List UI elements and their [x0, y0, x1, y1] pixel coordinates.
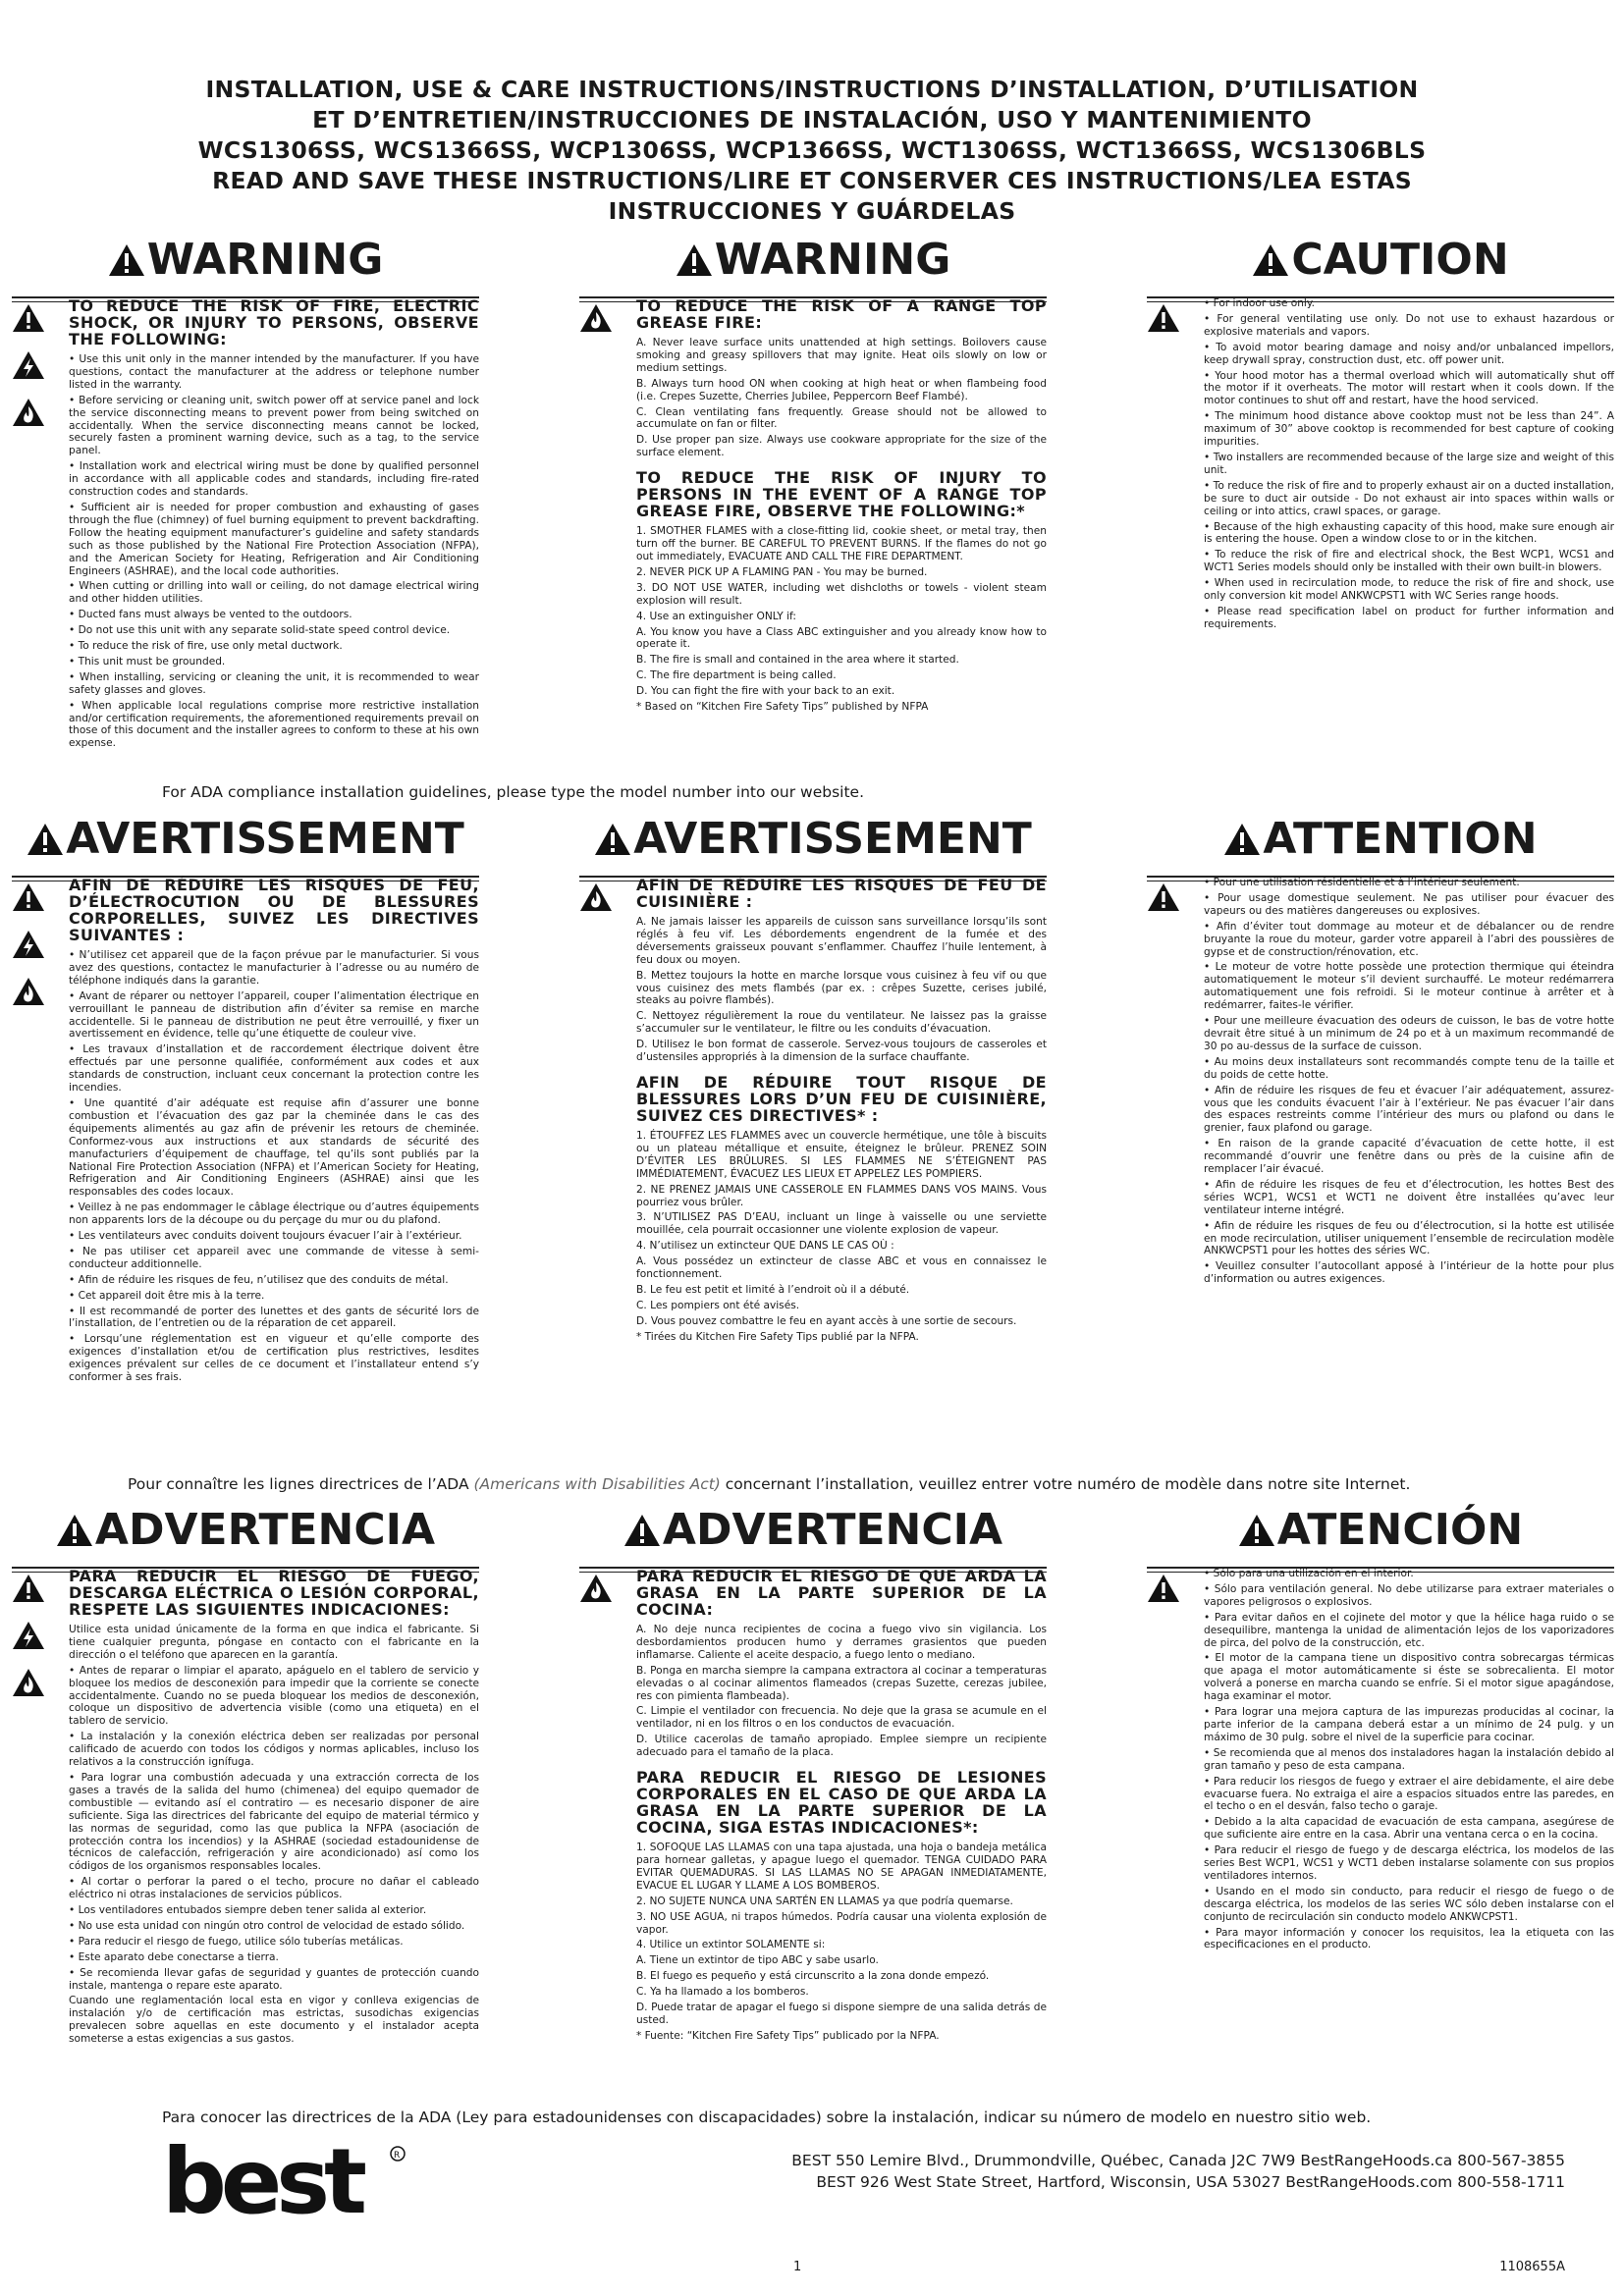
instruction-paragraph: • Les travaux d’installation et de raccordement électrique doivent être effectués par une personne qualifiée, conformément aux codes et aux standards de construction, incluant ceux concernant la protection contre les incendies. [69, 1043, 479, 1095]
instruction-paragraph: 3. NO USE AGUA, ni trapos húmedos. Podría causar una violenta explosión de vapor. [636, 1910, 1047, 1936]
spanish-warning-column [12, 1568, 479, 2103]
instruction-paragraph: * Based on “Kitchen Fire Safety Tips” published by NFPA [636, 701, 929, 714]
instruction-paragraph: A. No deje nunca recipientes de cocina a fuego vivo sin vigilancia. Los desbordamientos producen humo y derrames grasientos que pueden inflamarse. Caliente el aceite despacio, a fuego lento o mediano. [636, 1624, 1047, 1661]
advertencia-header-label: ADVERTENCIA [662, 1505, 1003, 1555]
instruction-paragraph: • Veillez à ne pas endommager le câblage électrique ou d’autres équipements non apparents lors de la découpe ou du perçage du mur ou du plafond. [69, 1201, 479, 1227]
warning-triangle-icon [594, 823, 631, 856]
instruction-paragraph: D. Utilice cacerolas de tamaño apropiado. Emplee siempre un recipiente adecuado para el tamaño de la placa. [636, 1734, 1047, 1759]
instruction-paragraph: 2. NEVER PICK UP A FLAMING PAN - You may be burned. [636, 565, 928, 578]
instruction-paragraph: • Afin de réduire les risques de feu et évacuer l’air adéquatement, assurez-vous que les conduits évacuent l’air à l’extérieur. Ne pas évacuer l’air dans des espaces restreints comme l’intérieur des murs ou plafond ou dans le grenier, faux plafond ou garage. [1204, 1084, 1614, 1135]
instruction-paragraph: • Para mayor información y conocer los requisitos, lea la etiqueta con las especificaciones en el producto. [1204, 1926, 1614, 1951]
warning-header-label: WARNING [146, 235, 384, 285]
instruction-paragraph: • Avant de réparer ou nettoyer l’appareil, couper l’alimentation électrique en verrouillant le panneau de distribution afin d’éviter sa remise en marche accidentelle. Si le panneau de distribution ne peut être verrouillé, y fixer un avertissement en évidence, telle qu’une étiquette de couleur vive. [69, 989, 479, 1041]
instruction-paragraph: A. Tiene un extintor de tipo ABC y sabe usarlo. [636, 1954, 879, 1967]
address-canada: BEST 550 Lemire Blvd., Drummondville, Québec, Canada J2C 7W9 BestRangeHoods.ca 800-567-3855 [791, 2152, 1565, 2169]
fire-icon [579, 882, 613, 912]
atencion-header-label: ATENCIÓN [1276, 1505, 1524, 1555]
instruction-paragraph: A. Ne jamais laisser les appareils de cuisson sans surveillance lorsqu’ils sont réglés à feu vif. Les débordements engendrent de la fumée et des déversements graisseux pouvant s’enflammer. Chauffez l’huile lentement, à feu doux ou moyen. [636, 916, 1047, 966]
french-grease-column [579, 877, 1047, 1475]
fire-icon [12, 1668, 45, 1697]
instruction-paragraph: D. You can fight the fire with your back to an exit. [636, 685, 895, 698]
instruction-paragraph: • Afin de réduire les risques de feu ou d’électrocution, si la hotte est utilisée en mode recirculation, utiliser uniquement l’ensemble de recirculation modèle ANKWCPST1 pour les hottes des séries WC. [1204, 1219, 1614, 1257]
instruction-paragraph: • For indoor use only. [1204, 297, 1315, 309]
section-heading: TO REDUCE THE RISK OF INJURY TO PERSONS IN THE EVENT OF A RANGE TOP GREASE FIRE, OBSERVE THE FOLLOWING:* [636, 468, 1047, 521]
instruction-paragraph: • Al cortar o perforar la pared o el techo, procure no dañar el cableado eléctrico ni otras instalaciones de servicios públicos. [69, 1876, 479, 1901]
caution-icon [12, 882, 45, 912]
instruction-paragraph: • Une quantité d’air adéquate est requise afin d’assurer une bonne combustion et l’évacuation des gaz par la cheminée dans le cas des équipements alimentés au gaz afin de prévenir les retours de cheminée. Conformez-vous aux instructions et aux standards de sécurité des manufacturiers d’équipement de chauffage, tel qu’ils sont publiés par la National Fire Protection Association (NFPA) et l’American Society for Heating, Refrigeration and Air Conditioning Engineers (ASHRAE) ainsi que les responsables des codes locaux. [69, 1096, 479, 1199]
instruction-paragraph: • Sólo para una utilización en el interior. [1204, 1568, 1414, 1579]
electric-shock-icon [12, 350, 45, 380]
instruction-paragraph: C. Limpie el ventilador con frecuencia. No deje que la grasa se acumule en el ventilador, ni en los filtros o en los conductos de evacuación. [636, 1705, 1047, 1731]
company-addresses [791, 2150, 1565, 2193]
instruction-paragraph: • To reduce the risk of fire and to properly exhaust air on a ducted installation, be sure to duct air outside - Do not exhaust air into spaces within walls or ceiling or into attics, crawl spaces, or garage. [1204, 479, 1614, 517]
instruction-paragraph: • To reduce the risk of fire, use only metal ductwork. [69, 640, 343, 653]
instruction-paragraph: • Cet appareil doit être mis à la terre. [69, 1289, 265, 1302]
instruction-paragraph: • Para evitar daños en el cojinete del motor y que la hélice haga ruido o se desequilibre, mantenga la unidad de alimentación lejos de los vaporizadores de pirca, del polvo de la construcción, etc. [1204, 1611, 1614, 1649]
instruction-paragraph: • Ne pas utiliser cet appareil avec une commande de vitesse à semi-conducteur additionnelle. [69, 1245, 479, 1270]
instruction-paragraph: B. El fuego es pequeño y está circunscrito a la zona donde empezó. [636, 1970, 990, 1983]
address-usa: BEST 926 West State Street, Hartford, Wisconsin, USA 53027 BestRangeHoods.com 800-558-1711 [816, 2173, 1565, 2191]
instruction-paragraph: • Lorsqu’une réglementation est en vigueur et qu’elle comporte des exigences d’installation et/ou de certification plus restrictives, lesdites exigences prévalent sur celles de ce document et l’installateur entend s’y conformer à ses frais. [69, 1333, 479, 1384]
instruction-paragraph: • For general ventilating use only. Do not use to exhaust hazardous or explosive materials and vapors. [1204, 312, 1614, 338]
instruction-paragraph: • To reduce the risk of fire and electrical shock, the Best WCP1, WCS1 and WCT1 Series models should only be installed with their own built-in blowers. [1204, 549, 1614, 574]
instruction-paragraph: C. The fire department is being called. [636, 669, 837, 682]
document-title [59, 75, 1565, 227]
instruction-paragraph: 3. N’UTILISEZ PAS D’EAU, incluant un linge à vaisselle ou une serviette mouillée, cela pourrait occasionner une violente explosion de vapeur. [636, 1211, 1047, 1237]
instruction-paragraph: • Afin de réduire les risques de feu, n’utilisez que des conduits de métal. [69, 1273, 449, 1286]
instruction-paragraph: • Do not use this unit with any separate solid-state speed control device. [69, 624, 451, 637]
ada-note-spanish: Para conocer las directrices de la ADA (Ley para estadounidenses con discapacidades) sobre la instalación, indicar su número de modelo en nuestro sitio web. [162, 2109, 1372, 2126]
fire-icon [12, 398, 45, 427]
instruction-paragraph: • Sufficient air is needed for proper combustion and exhausting of gases through the flue (chimney) of fuel burning equipment to prevent backdrafting. Follow the heating equipment manufacturer’s guideline and safety standards such as those published by the National Fire Protection Association (NFPA), and the American Society for Heating, Refrigeration and Air Conditioning Engineers (ASHRAE), and the local code authorities. [69, 501, 479, 577]
section-heading: PARA REDUCIR EL RIESGO DE QUE ARDA LA GRASA EN LA PARTE SUPERIOR DE LA COCINA: [636, 1567, 1047, 1619]
instruction-paragraph: • Au moins deux installateurs sont recommandés compte tenu de la taille et du poids de cette hotte. [1204, 1055, 1614, 1081]
instruction-paragraph: • Para lograr una mejora captura de las impurezas producidas al cocinar, la parte inferior de la campana deberá estar a un mínimo de 24 pulg. y un máximo de 30 pulg. sobre el nivel de la superficie para cocinar. [1204, 1706, 1614, 1743]
instruction-paragraph: • When installing, servicing or cleaning the unit, it is recommended to wear safety glasses and gloves. [69, 670, 479, 696]
instruction-paragraph: • To avoid motor bearing damage and noisy and/or unbalanced impellors, keep drywall spray, construction dust, etc. off power unit. [1204, 341, 1614, 366]
section-heading: AFIN DE RÉDUIRE LES RISQUES DE FEU DE CUISINIÈRE : [636, 876, 1047, 911]
instruction-paragraph: 4. N’utilisez un extincteur QUE DANS LE CAS OÙ : [636, 1240, 894, 1253]
caution-icon [1147, 303, 1180, 333]
instruction-paragraph: 4. Use an extinguisher ONLY if: [636, 610, 796, 622]
french-attention-column [1147, 877, 1614, 1475]
caution-icon [12, 303, 45, 333]
instruction-paragraph: • Installation work and electrical wiring must be done by qualified personnel in accordance with all applicable codes and standards, including fire-rated construction codes and standards. [69, 460, 479, 499]
advertencia-header-label: ADVERTENCIA [94, 1505, 436, 1555]
english-grease-column [579, 297, 1047, 783]
title-line: ET D’ENTRETIEN/INSTRUCCIONES DE INSTALACIÓN, USO Y MANTENIMIENTO [312, 106, 1312, 133]
instruction-paragraph: Cuando une reglamentación local esta en vigor y conlleva exigencias de instalación y/o de certificación mas estrictas, susodichas exigencias prevalecen sobre aquellas en este documento y el instalador acepta someterse a estas exigencias a sus gastos. [69, 1995, 479, 2046]
instruction-paragraph: • The minimum hood distance above cooktop must not be less than 24”. A maximum of 30” above cooktop is recommended for best capture of cooking impurities. [1204, 410, 1614, 449]
title-line: WCS1306SS, WCS1366SS, WCP1306SS, WCP1366SS, WCT1306SS, WCT1366SS, WCS1306BLS [197, 136, 1427, 164]
instruction-paragraph: A. Never leave surface units unattended at high settings. Boilovers cause smoking and greasy spillovers that may ignite. Heat oils slowly on low or medium settings. [636, 337, 1047, 374]
title-line: INSTALLATION, USE & CARE INSTRUCTIONS/INSTRUCTIONS D’INSTALLATION, D’UTILISATION [205, 76, 1419, 103]
attention-header-label: ATTENTION [1263, 814, 1538, 864]
instruction-paragraph: D. Use proper pan size. Always use cookware appropriate for the size of the surface element. [636, 434, 1047, 459]
instruction-paragraph: • Before servicing or cleaning unit, switch power off at service panel and lock the service disconnecting means to prevent power from being switched on accidentally. When the service disconnecting means cannot be locked, securely fasten a prominent warning device, such as a tag, to the service panel. [69, 394, 479, 457]
instruction-paragraph: 1. ÉTOUFFEZ LES FLAMMES avec un couvercle hermétique, une tôle à biscuits ou un plateau métallique et ensuite, éteignez le brûleur. PRENEZ SOIN D’ÉVITER LES BRÛLURES. SI LES FLAMMES NE S’ÉTEIGNENT PAS IMMÉDIATEMENT, ÉVACUEZ LES LIEUX ET APPELEZ LES POMPIERS. [636, 1129, 1047, 1180]
instruction-paragraph: • Le moteur de votre hotte possède une protection thermique qui éteindra automatiquement le moteur s’il devient surchauffé. Le moteur redémarrera automatiquement une fois refroidi. Si le moteur continue à arrêter et à redémarrer, faites-le vérifier. [1204, 961, 1614, 1012]
instruction-paragraph: • Para reducir el riesgo de fuego, utilice sólo tuberías metálicas. [69, 1935, 404, 1948]
caution-header-label: CAUTION [1291, 235, 1509, 285]
instruction-paragraph: • When used in recirculation mode, to reduce the risk of fire and shock, use only conversion kit model ANKWCPST1 with WC Series range hoods. [1204, 577, 1614, 603]
warning-header-label: WARNING [714, 235, 951, 285]
document-number: 1108655A [1499, 2260, 1565, 2274]
instruction-paragraph: • Afin de réduire les risques de feu et d’électrocution, les hottes Best des séries WCP1, WCS1 et WCT1 ne doivent être installées qu’avec leur ventilateur interne intégré. [1204, 1178, 1614, 1216]
warning-triangle-icon [1223, 823, 1261, 856]
electric-shock-icon [12, 930, 45, 959]
instruction-paragraph: • Veuillez consulter l’autocollant apposé à l’intérieur de la hotte pour plus d’information ou autres exigences. [1204, 1260, 1614, 1286]
fire-icon [579, 1574, 613, 1603]
avertissement-header-label: AVERTISSEMENT [66, 814, 464, 864]
instruction-paragraph: • Pour une utilisation résidentielle et à l’intérieur seulement. [1204, 877, 1520, 888]
instruction-paragraph: 4. Utilice un extintor SOLAMENTE si: [636, 1939, 826, 1951]
ada-note-french: Pour connaître les lignes directrices de l’ADA (Americans with Disabilities Act) concernant l’installation, veuillez entrer votre numéro de modèle dans notre site Internet. [128, 1475, 1411, 1493]
ada-note-english: For ADA compliance installation guidelines, please type the model number into our website. [162, 783, 865, 801]
instruction-paragraph: 1. SOFOQUE LAS LLAMAS con una tapa ajustada, una hoja o bandeja metálica para hornear galletas, y apague luego el quemador. TENGA CUIDADO PARA EVITAR QUEMADURAS. SI LAS LLAMAS NO SE APAGAN INMEDIATAMENTE, EVACUE EL LUGAR Y LLAME A LOS BOMBEROS. [636, 1842, 1047, 1892]
instruction-paragraph: • Este aparato debe conectarse a tierra. [69, 1950, 279, 1963]
instruction-paragraph: B. The fire is small and contained in the area where it started. [636, 654, 959, 667]
instruction-paragraph: • Use this unit only in the manner intended by the manufacturer. If you have questions, contact the manufacturer at the address or telephone number listed in the warranty. [69, 353, 479, 391]
instruction-paragraph: • Because of the high exhausting capacity of this hood, make sure enough air is entering the house. Open a window close to or in the kitchen. [1204, 520, 1614, 546]
instruction-paragraph: • Los ventiladores entubados siempre deben tener salida al exterior. [69, 1904, 427, 1917]
title-line: INSTRUCCIONES Y GUÁRDELAS [608, 197, 1016, 225]
instruction-paragraph: • Usando en el modo sin conducto, para reducir el riesgo de fuego o de descarga eléctrica, los modelos de las series WC sólo deben instalarse con el conjunto de recirculación sin conducto modelo ANKWCPST1. [1204, 1885, 1614, 1923]
spanish-grease-column [579, 1568, 1047, 2103]
instruction-paragraph: D. Utilisez le bon format de casserole. Servez-vous toujours de casseroles et d’ustensiles appropriés à la dimension de la surface chauffante. [636, 1039, 1047, 1064]
instruction-paragraph: • Ducted fans must always be vented to the outdoors. [69, 609, 352, 621]
section-heading: PARA REDUCIR EL RIESGO DE FUEGO, DESCARGA ELÉCTRICA O LESIÓN CORPORAL, RESPETE LAS SIGUIENTES INDICACIONES: [69, 1567, 479, 1619]
instruction-paragraph: • No use esta unidad con ningún otro control de velocidad de estado sólido. [69, 1919, 465, 1932]
instruction-paragraph: D. Puede tratar de apagar el fuego si dispone siempre de una salida detrás de usted. [636, 2002, 1047, 2026]
fire-icon [579, 303, 613, 333]
instruction-paragraph: 2. NO SUJETE NUNCA UNA SARTÉN EN LLAMAS ya que podría quemarse. [636, 1895, 1013, 1907]
section-heading: TO REDUCE THE RISK OF FIRE, ELECTRIC SHOCK, OR INJURY TO PERSONS, OBSERVE THE FOLLOWING: [69, 296, 479, 348]
warning-triangle-icon [27, 823, 64, 856]
electric-shock-icon [12, 1621, 45, 1650]
instruction-paragraph: * Tirées du Kitchen Fire Safety Tips publié par la NFPA. [636, 1330, 919, 1343]
instruction-paragraph: • La instalación y la conexión eléctrica deben ser realizadas por personal calificado de acuerdo con todos los códigos y normas aplicables, incluso los relativos a la construcción ignífuga. [69, 1731, 479, 1769]
instruction-paragraph: • Para reducir los riesgos de fuego y extraer el aire debidamente, el aire debe evacuarse fuera. No extraiga el aire a espacios situados entre las paredes, en el techo o en el desván, falso techo o garaje. [1204, 1775, 1614, 1813]
warning-triangle-icon [1238, 1514, 1275, 1547]
instruction-paragraph: 3. DO NOT USE WATER, including wet dishcloths or towels - violent steam explosion will result. [636, 581, 1047, 607]
instruction-paragraph: • Pour une meilleure évacuation des odeurs de cuisson, le bas de votre hotte devrait être situé à un minimum de 24 po et à un maximum recommandé de 30 po au-dessus de la surface de cuisson. [1204, 1015, 1614, 1052]
french-warning-column [12, 877, 479, 1475]
warning-triangle-icon [1252, 243, 1289, 277]
instruction-paragraph: • Afin d’éviter tout dommage au moteur et de débalancer ou de rendre bruyante la roue du moteur, garder votre appareil à l’abri des poussières de gypse et de construction/rénovation, etc. [1204, 920, 1614, 958]
caution-icon [12, 1574, 45, 1603]
title-line: READ AND SAVE THESE INSTRUCTIONS/LIRE ET CONSERVER CES INSTRUCTIONS/LEA ESTAS [212, 167, 1412, 194]
instruction-paragraph: • El motor de la campana tiene un dispositivo contra sobrecargas térmicas que apaga el motor automáticamente si éste se sobrecalienta. El motor volverá a ponerse en marcha cuando se enfríe. Si el motor sigue apagándose, haga examinar el motor. [1204, 1652, 1614, 1703]
instruction-paragraph: D. Vous pouvez combattre le feu en ayant accès à une sortie de secours. [636, 1314, 1017, 1327]
caution-icon [1147, 1574, 1180, 1603]
instruction-paragraph: • When applicable local regulations comprise more restrictive installation and/or certification requirements, the aforementioned requirements prevail on those of this document and the installer agrees to conform to these at his own expense. [69, 699, 479, 750]
spanish-atencion-column [1147, 1568, 1614, 2103]
english-caution-column [1147, 297, 1614, 783]
instruction-paragraph: • Se recomienda llevar gafas de seguridad y guantes de protección cuando instale, mantenga o repare este aparato. [69, 1966, 479, 1992]
instruction-paragraph: • Para lograr una combustión adecuada y una extracción correcta de los gases a través de la salida del humo (chimenea) del equipo quemador de combustible — evitando así el contratiro — es necesario disponer de aire suficiente. Siga las directrices del fabricante del equipo de material térmico y las normas de seguridad, como las que publica la NFPA (asociación de protección contra los incendios) y la ASHRAE (sociedad estadounidense de técnicos de calefacción, refrigeración y aire acondicionado) así como los códigos de los organismos responsables locales. [69, 1771, 479, 1873]
instruction-paragraph: C. Clean ventilating fans frequently. Grease should not be allowed to accumulate on fan or filter. [636, 405, 1047, 431]
instruction-paragraph: Utilice esta unidad únicamente de la forma en que indica el fabricante. Si tiene cualquier pregunta, póngase en contacto con el fabricante en la dirección o el teléfono que aparecen en la garantía. [69, 1624, 479, 1661]
instruction-paragraph: • Please read specification label on product for further information and requirements. [1204, 605, 1614, 630]
instruction-paragraph: C. Nettoyez régulièrement la roue du ventilateur. Ne laissez pas la graisse s’accumuler sur le ventilateur, le filtre ou les conduits d’évacuation. [636, 1010, 1047, 1036]
caution-icon [1147, 882, 1180, 912]
instruction-paragraph: A. Vous possédez un extincteur de classe ABC et vous en connaissez le fonctionnement. [636, 1255, 1047, 1281]
instruction-paragraph: • When cutting or drilling into wall or ceiling, do not damage electrical wiring and other hidden utilities. [69, 580, 479, 606]
instruction-paragraph: C. Ya ha llamado a los bomberos. [636, 1986, 809, 1999]
instruction-paragraph: * Fuente: “Kitchen Fire Safety Tips” publicado por la NFPA. [636, 2029, 940, 2042]
best-logo-icon [162, 2144, 407, 2224]
section-heading: TO REDUCE THE RISK OF A RANGE TOP GREASE FIRE: [636, 296, 1047, 332]
instruction-paragraph: B. Always turn hood ON when cooking at high heat or when flambeing food (i.e. Crepes Suzette, Cherries Jubilee, Peppercorn Beef Flambé). [636, 377, 1047, 402]
section-heading: PARA REDUCIR EL RIESGO DE LESIONES CORPORALES EN EL CASO DE QUE ARDA LA GRASA EN LA PARTE SUPERIOR DE LA COCINA, SIGA ESTAS INDICACIONES*: [636, 1768, 1047, 1838]
instruction-paragraph: • Sólo para ventilación general. No debe utilizarse para extraer materiales o vapores peligrosos o explosivos. [1204, 1582, 1614, 1608]
instruction-paragraph: • En raison de la grande capacité d’évacuation de cette hotte, il est recommandé d’ouvrir une fenêtre dans ou près de la cuisine afin de remplacer l’air évacué. [1204, 1138, 1614, 1176]
avertissement-header-label: AVERTISSEMENT [633, 814, 1032, 864]
instruction-paragraph: 2. NE PRENEZ JAMAIS UNE CASSEROLE EN FLAMMES DANS VOS MAINS. Vous pourriez vous brûler. [636, 1183, 1047, 1208]
instruction-paragraph: • Les ventilateurs avec conduits doivent toujours évacuer l’air à l’extérieur. [69, 1230, 462, 1243]
instruction-paragraph: • Antes de reparar o limpiar el aparato, apáguelo en el tablero de servicio y bloquee los medios de desconexión para impedir que la corriente se conecte accidentalmente. Cuando no se pueda bloquear los medios de desconexión, coloque un dispositivo de advertencia visible (como una etiqueta) en el tablero de servicio. [69, 1664, 479, 1728]
best-logo [162, 2144, 407, 2228]
warning-triangle-icon [623, 1514, 661, 1547]
fire-icon [12, 977, 45, 1006]
section-heading: AFIN DE RÉDUIRE LES RISQUES DE FEU, D’ÉLECTROCUTION OU DE BLESSURES CORPORELLES, SUIVEZ LES DIRECTIVES SUIVANTES : [69, 876, 479, 944]
instruction-paragraph: 1. SMOTHER FLAMES with a close-fitting lid, cookie sheet, or metal tray, then turn off the burner. BE CAREFUL TO PREVENT BURNS. If the flames do not go out immediately, EVACUATE AND CALL THE FIRE DEPARTMENT. [636, 525, 1047, 562]
warning-triangle-icon [56, 1514, 93, 1547]
instruction-paragraph: B. Mettez toujours la hotte en marche lorsque vous cuisinez à feu vif ou que vous cuisinez des mets flambés (par ex. : crêpes Suzette, cerises jubilé, steaks au poivre flambés). [636, 969, 1047, 1007]
instruction-paragraph: C. Les pompiers ont été avisés. [636, 1299, 800, 1311]
english-warning-column [12, 297, 479, 783]
instruction-paragraph: • N’utilisez cet appareil que de la façon prévue par le manufacturier. Si vous avez des questions, contactez le manufacturier à l’adresse ou au numéro de téléphone indiqués dans la garantie. [69, 949, 479, 987]
instruction-paragraph: • Two installers are recommended because of the large size and weight of this unit. [1204, 451, 1614, 476]
svg-text:best: best [162, 2144, 361, 2224]
warning-triangle-icon [676, 243, 713, 277]
instruction-paragraph: • This unit must be grounded. [69, 655, 226, 667]
page-number: 1 [793, 2260, 802, 2274]
instruction-paragraph: A. You know you have a Class ABC extinguisher and you already know how to operate it. [636, 625, 1047, 651]
warning-triangle-icon [108, 243, 145, 277]
instruction-paragraph: • Debido a la alta capacidad de evacuación de esta campana, asegúrese de que suficiente aire entre en la casa. Abrir una ventana cerca o en la cocina. [1204, 1816, 1614, 1842]
instruction-paragraph: • Il est recommandé de porter des lunettes et des gants de sécurité lors de l’installation, de l’entretien ou de la réparation de cet appareil. [69, 1305, 479, 1330]
instruction-paragraph: • Your hood motor has a thermal overload which will automatically shut off the motor if it overheats. The motor will restart when it cools down. If the motor continues to shut off and restart, have the hood serviced. [1204, 369, 1614, 407]
section-heading: AFIN DE RÉDUIRE TOUT RISQUE DE BLESSURES LORS D’UN FEU DE CUISINIÈRE, SUIVEZ CES DIRECTIVES* : [636, 1072, 1047, 1125]
svg-text:R: R [394, 2151, 401, 2161]
instruction-paragraph: • Pour usage domestique seulement. Ne pas utiliser pour évacuer des vapeurs ou des matières dangereuses ou explosives. [1204, 891, 1614, 917]
instruction-paragraph: B. Ponga en marcha siempre la campana extractora al cocinar a temperaturas elevadas o al cocinar alimentos flameados (crepas Suzette, cerezas jubilee, res con pimienta flambeada). [636, 1664, 1047, 1702]
instruction-paragraph: • Se recomienda que al menos dos instaladores hagan la instalación debido al gran tamaño y peso de esta campana. [1204, 1746, 1614, 1772]
instruction-paragraph: • Para reducir el riesgo de fuego y de descarga eléctrica, los modelos de las series Best WCP1, WCS1 y WCT1 deben instalarse solamente con sus propios ventiladores internos. [1204, 1844, 1614, 1882]
instruction-paragraph: B. Le feu est petit et limité à l’endroit où il a débuté. [636, 1283, 910, 1296]
